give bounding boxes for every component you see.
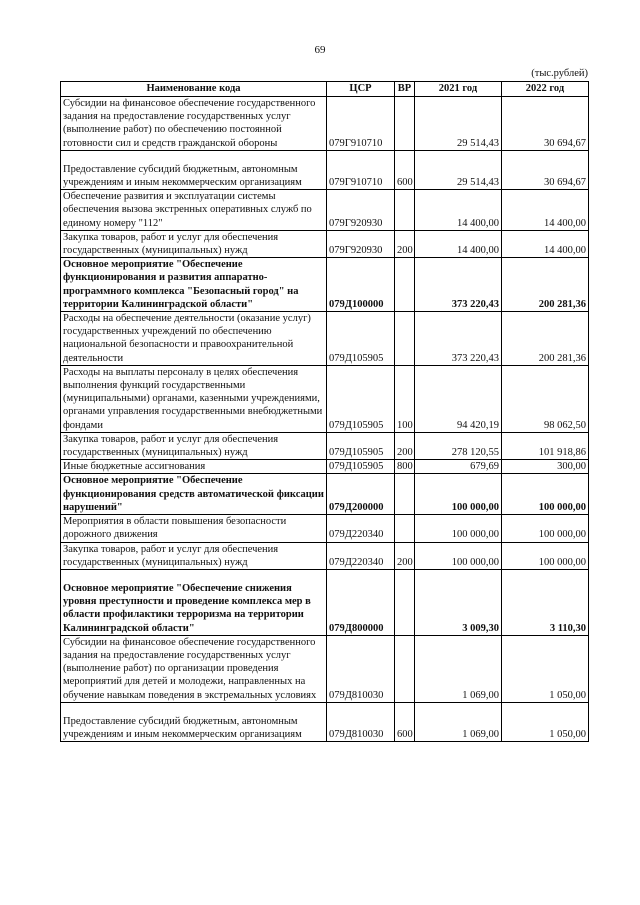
row-name	[61, 150, 327, 189]
row-vr	[395, 515, 415, 542]
header-2021: 2021 год	[415, 82, 502, 97]
table-row	[61, 635, 589, 702]
table-header-row	[61, 82, 589, 97]
row-csr: 079Г920930	[327, 230, 395, 257]
row-name: Расходы на обеспечение деятельности (оказание услуг) государственных учреждений по обеспечению национальной безопасности и правоохранительной деятельности	[61, 312, 327, 366]
row-name: Расходы на выплаты персоналу в целях обеспечения выполнения функций государственными (муниципальными) органами, казенными учреждениями, органами управления государственными внебюджетными фондами	[61, 365, 327, 432]
row-name-text: Основное мероприятие "Обеспечение снижения уровня преступности и проведение комплекса мер в области профилактики терроризма на территории Калининградской области"	[63, 582, 311, 634]
row-2022: 14 400,00	[502, 190, 589, 231]
row-name: Субсидии на финансовое обеспечение государственного задания на предоставление государственных услуг (выполнение работ) по обеспечению постоянной готовности сил и средств гражданской обороны	[61, 97, 327, 151]
row-2022: 14 400,00	[502, 230, 589, 257]
row-2021: 29 514,43	[415, 150, 502, 189]
row-name: Мероприятия в области повышения безопасности дорожного движения	[61, 515, 327, 542]
row-vr: 600	[395, 150, 415, 189]
row-vr	[395, 635, 415, 702]
row-2021: 373 220,43	[415, 258, 502, 312]
row-csr: 079Д220340	[327, 515, 395, 542]
row-name	[61, 702, 327, 741]
row-2022: 100 000,00	[502, 474, 589, 515]
row-2021: 14 400,00	[415, 190, 502, 231]
row-csr: 079Д105905	[327, 365, 395, 432]
row-vr: 100	[395, 365, 415, 432]
row-vr: 200	[395, 432, 415, 459]
table-row	[61, 542, 589, 569]
table-row	[61, 569, 589, 635]
row-2021: 100 000,00	[415, 542, 502, 569]
row-name	[61, 569, 327, 635]
row-2021: 100 000,00	[415, 515, 502, 542]
row-2022: 30 694,67	[502, 97, 589, 151]
row-csr: 079Г910710	[327, 150, 395, 189]
row-2021: 3 009,30	[415, 569, 502, 635]
row-2022: 100 000,00	[502, 542, 589, 569]
row-2022: 98 062,50	[502, 365, 589, 432]
row-2022: 3 110,30	[502, 569, 589, 635]
header-2022: 2022 год	[502, 82, 589, 97]
row-name-text: Предоставление субсидий бюджетным, автономным учреждениям и иным некоммерческим организациям	[63, 163, 302, 189]
row-2021: 94 420,19	[415, 365, 502, 432]
row-vr	[395, 569, 415, 635]
row-2022: 1 050,00	[502, 702, 589, 741]
table-row	[61, 460, 589, 474]
row-2022: 200 281,36	[502, 258, 589, 312]
header-name: Наименование кода	[61, 82, 327, 97]
row-name: Обеспечение развития и эксплуатации системы обеспечения вызова экстренных оперативных служб по единому номеру "112"	[61, 190, 327, 231]
row-csr: 079Г910710	[327, 97, 395, 151]
row-2021: 14 400,00	[415, 230, 502, 257]
table-row	[61, 97, 589, 151]
row-name: Субсидии на финансовое обеспечение государственного задания на предоставление государственных услуг (выполнение работ) по организации проведения мероприятий для детей и молодежи, направленных на обучение навыкам поведения в экстремальных условиях	[61, 635, 327, 702]
row-2021: 100 000,00	[415, 474, 502, 515]
row-2021: 29 514,43	[415, 97, 502, 151]
budget-table	[60, 81, 589, 742]
row-csr: 079Д105905	[327, 460, 395, 474]
row-name: Иные бюджетные ассигнования	[61, 460, 327, 474]
row-name: Основное мероприятие "Обеспечение функционирования средств автоматической фиксации нарушений"	[61, 474, 327, 515]
table-row	[61, 432, 589, 459]
row-csr: 079Д800000	[327, 569, 395, 635]
table-row	[61, 230, 589, 257]
table-row	[61, 365, 589, 432]
row-name: Закупка товаров, работ и услуг для обеспечения государственных (муниципальных) нужд	[61, 230, 327, 257]
header-csr: ЦСР	[327, 82, 395, 97]
row-vr	[395, 190, 415, 231]
row-2022: 100 000,00	[502, 515, 589, 542]
row-csr: 079Д100000	[327, 258, 395, 312]
row-csr: 079Д105905	[327, 432, 395, 459]
row-csr: 079Д220340	[327, 542, 395, 569]
row-csr: 079Д105905	[327, 312, 395, 366]
table-row	[61, 190, 589, 231]
page-number: 69	[314, 44, 326, 56]
table-row	[61, 150, 589, 189]
table-row	[61, 474, 589, 515]
row-2022: 200 281,36	[502, 312, 589, 366]
row-csr: 079Д810030	[327, 702, 395, 741]
row-name: Закупка товаров, работ и услуг для обеспечения государственных (муниципальных) нужд	[61, 542, 327, 569]
units-label: (тыс.рублей)	[531, 68, 588, 79]
table-row	[61, 258, 589, 312]
row-vr	[395, 312, 415, 366]
row-2021: 278 120,55	[415, 432, 502, 459]
row-2021: 679,69	[415, 460, 502, 474]
row-vr	[395, 258, 415, 312]
row-name: Закупка товаров, работ и услуг для обеспечения государственных (муниципальных) нужд	[61, 432, 327, 459]
row-vr: 200	[395, 542, 415, 569]
row-vr: 600	[395, 702, 415, 741]
row-csr: 079Г920930	[327, 190, 395, 231]
table-row	[61, 702, 589, 741]
row-2022: 300,00	[502, 460, 589, 474]
row-vr	[395, 97, 415, 151]
row-csr: 079Д200000	[327, 474, 395, 515]
row-vr: 800	[395, 460, 415, 474]
row-csr: 079Д810030	[327, 635, 395, 702]
table-row	[61, 312, 589, 366]
row-2022: 101 918,86	[502, 432, 589, 459]
row-2022: 30 694,67	[502, 150, 589, 189]
row-name-text: Предоставление субсидий бюджетным, автономным учреждениям и иным некоммерческим организациям	[63, 715, 302, 740]
row-2021: 373 220,43	[415, 312, 502, 366]
row-vr: 200	[395, 230, 415, 257]
row-vr	[395, 474, 415, 515]
table-row	[61, 515, 589, 542]
header-vr: ВР	[395, 82, 415, 97]
row-2021: 1 069,00	[415, 702, 502, 741]
row-name: Основное мероприятие "Обеспечение функционирования и развития аппаратно-программного комплекса "Безопасный город" на территории Калининградской области"	[61, 258, 327, 312]
row-2021: 1 069,00	[415, 635, 502, 702]
row-2022: 1 050,00	[502, 635, 589, 702]
